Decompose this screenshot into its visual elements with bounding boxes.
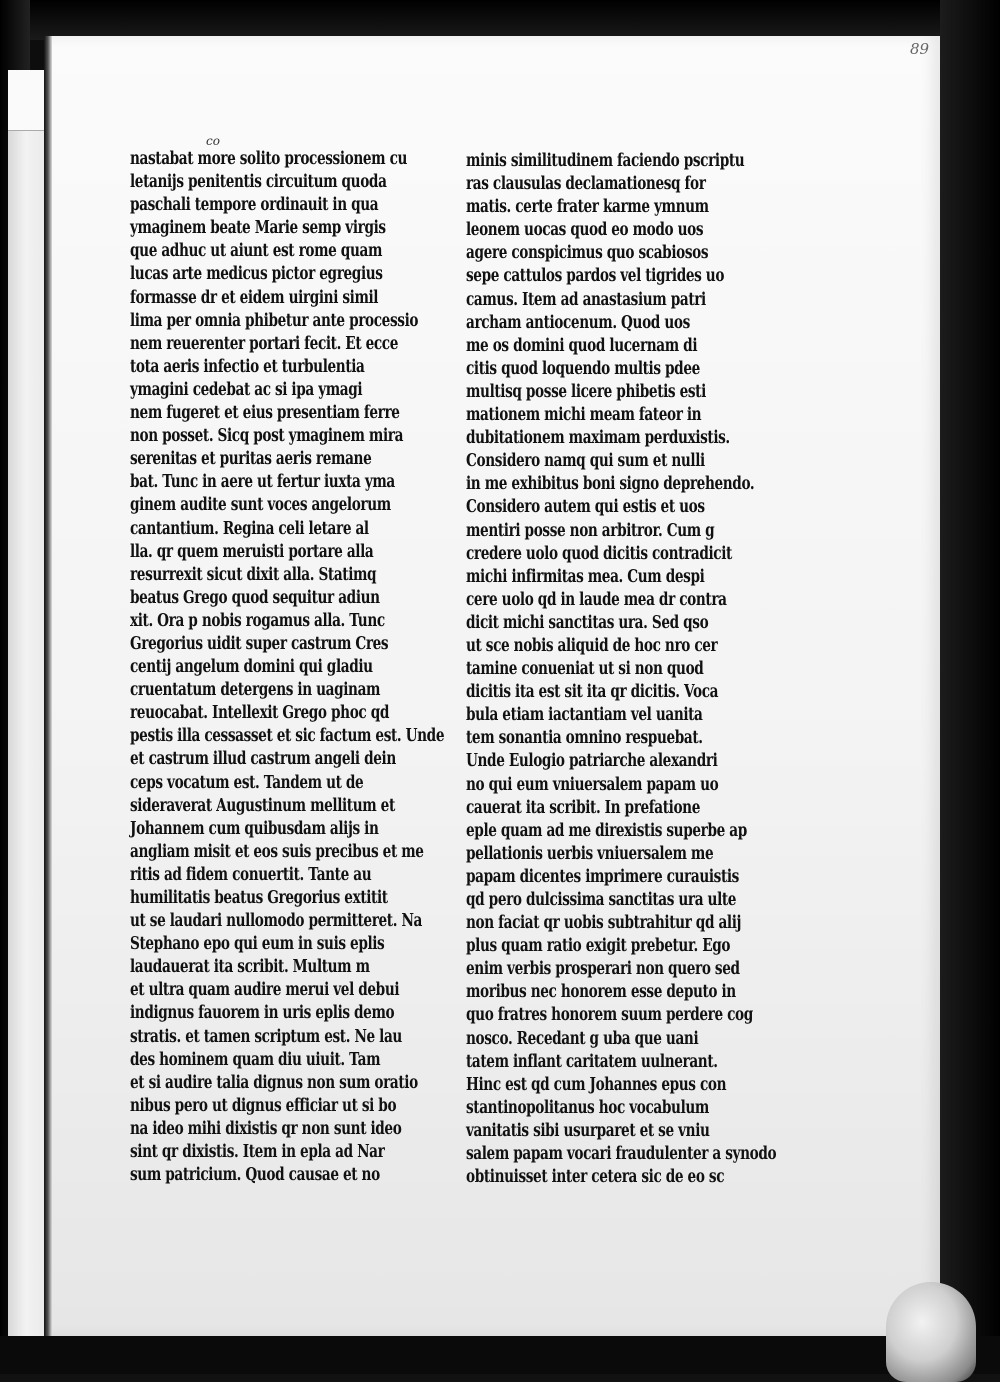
text-line: michi infirmitas mea. Cum despi bbox=[466, 566, 705, 587]
text-line: pellationis uerbis vniuersalem me bbox=[466, 843, 714, 864]
text-line: stratis. et tamen scriptum est. Ne lau bbox=[130, 1026, 402, 1047]
text-line: non posset. Sicq post ymaginem mira bbox=[130, 426, 404, 447]
text-line: leonem uocas quod eo modo uos bbox=[466, 220, 704, 241]
text-line: camus. Item ad anastasium patri bbox=[466, 289, 706, 310]
text-line: qd pero dulcissima sanctitas ura ulte bbox=[466, 890, 737, 910]
text-line: dicitis ita est sit ita qr dicitis. Voca bbox=[466, 682, 719, 703]
text-line: moribus nec honorem esse deputo in bbox=[466, 982, 736, 1003]
text-line: ras clausulas declamationesq for bbox=[466, 174, 706, 195]
scan-background-bottom bbox=[0, 1336, 1000, 1374]
text-line: Considero namq qui sum et nulli bbox=[466, 451, 705, 472]
text-line: tota aeris infectio et turbulentia bbox=[130, 356, 365, 377]
text-line: ginem audite sunt voces angelorum bbox=[130, 495, 391, 516]
text-line: nastabat more solito processionem cu bbox=[130, 149, 408, 169]
text-line: eple quam ad me direxistis superbe ap bbox=[466, 820, 747, 841]
text-line: Stephano epo qui eum in suis eplis bbox=[130, 934, 385, 955]
text-line: matis. certe frater karme ymnum bbox=[466, 197, 709, 218]
text-line: ymagini cedebat ac si ipa ymagi bbox=[130, 379, 363, 400]
text-line: nem fugeret et eius presentiam ferre bbox=[130, 403, 400, 424]
text-line: obtinuisset inter cetera sic de eo sc bbox=[466, 1167, 725, 1188]
text-line: ceps vocatum est. Tandem ut de bbox=[130, 772, 364, 793]
text-line: Gregorius uidit super castrum Cres bbox=[130, 633, 389, 654]
text-line: cruentatum detergens in uaginam bbox=[130, 680, 381, 701]
text-line: que adhuc ut aiunt est rome quam bbox=[130, 241, 383, 262]
text-line: angliam misit et eos suis precibus et me bbox=[130, 841, 424, 862]
text-line: cauerat ita scribit. In prefatione bbox=[466, 797, 700, 818]
text-line: serenitas et puritas aeris remane bbox=[130, 449, 372, 470]
gutter-fold bbox=[44, 36, 52, 1336]
text-line: sum patricium. Quod causae et no bbox=[130, 1165, 380, 1186]
text-line: humilitatis beatus Gregorius extitit bbox=[130, 888, 388, 908]
text-line: ut se laudari nullomodo permitteret. Na bbox=[130, 911, 423, 932]
text-line: Johannem cum quibusdam alijs in bbox=[130, 818, 379, 839]
left-text-column bbox=[130, 148, 445, 1187]
text-line: in me exhibitus boni signo deprehendo. bbox=[466, 474, 755, 495]
scan-background-right bbox=[940, 0, 1000, 1374]
text-line: tem sonantia omnino respuebat. bbox=[466, 728, 703, 749]
text-line: plus quam ratio exigit prebetur. Ego bbox=[466, 936, 731, 957]
holding-thumb bbox=[886, 1282, 976, 1382]
text-line: ritis ad fidem conuertit. Tante au bbox=[130, 864, 372, 885]
text-line: stantinopolitanus hoc vocabulum bbox=[466, 1097, 709, 1118]
text-line: Considero autem qui estis et uos bbox=[466, 497, 705, 518]
text-line: paschali tempore ordinauit in qua bbox=[130, 195, 379, 216]
text-line: lima per omnia phibetur ante processio bbox=[130, 310, 419, 331]
text-line: formasse dr et eidem uirgini simil bbox=[130, 287, 379, 308]
text-line: cere uolo qd in laude mea dr contra bbox=[466, 589, 727, 610]
text-line: pestis illa cessasset et sic factum est. Unde bbox=[130, 726, 445, 747]
text-line: letanijs penitentis circuitum quoda bbox=[130, 172, 387, 193]
text-line: et si audire talia dignus non sum oratio bbox=[130, 1072, 418, 1093]
text-line: et castrum illud castrum angeli dein bbox=[130, 749, 396, 770]
text-line: bat. Tunc in aere ut fertur iuxta yma bbox=[130, 472, 395, 493]
text-line: tamine conueniat ut si non quod bbox=[466, 659, 704, 680]
text-line: archam antiocenum. Quod uos bbox=[466, 312, 690, 333]
text-line: non faciat qr uobis subtrahitur qd alij bbox=[466, 913, 742, 934]
text-line: xit. Ora p nobis rogamus alla. Tunc bbox=[130, 610, 385, 631]
text-line: na ideo mihi dixistis qr non sunt ideo bbox=[130, 1118, 402, 1139]
text-line: centij angelum domini qui gladiu bbox=[130, 657, 373, 678]
text-line: des hominem quam diu uiuit. Tam bbox=[130, 1049, 381, 1070]
text-line: ut sce nobis aliquid de hoc nro cer bbox=[466, 635, 718, 656]
text-line: citis quod loquendo multis pdee bbox=[466, 358, 700, 379]
text-line: nem reuerenter portari fecit. Et ecce bbox=[130, 333, 399, 354]
text-line: tatem inflant caritatem uulnerant. bbox=[466, 1051, 718, 1072]
text-line: mationem michi meam fateor in bbox=[466, 405, 702, 426]
text-line: cantantium. Regina celi letare al bbox=[130, 518, 369, 539]
text-line: multisq posse licere phibetis esti bbox=[466, 381, 706, 402]
text-line: Unde Eulogio patriarche alexandri bbox=[466, 751, 718, 772]
text-line: no qui eum vniuersalem papam uo bbox=[466, 774, 719, 795]
text-line: indignus fauorem in uris eplis demo bbox=[130, 1003, 395, 1024]
text-line: laudauerat ita scribit. Multum m bbox=[130, 957, 370, 978]
text-line: sepe cattulos pardos vel tigrides uo bbox=[466, 266, 725, 287]
text-line: dicit michi sanctitas ura. Sed qso bbox=[466, 612, 709, 633]
text-line: enim verbis prosperari non quero sed bbox=[466, 959, 740, 980]
text-line: ymaginem beate Marie semp virgis bbox=[130, 218, 386, 239]
text-line: agere conspicimus quo scabiosos bbox=[466, 243, 709, 264]
text-line: credere uolo quod dicitis contradicit bbox=[466, 543, 732, 564]
text-line: beatus Grego quod sequitur adiun bbox=[130, 587, 380, 608]
text-line: nosco. Recedant g uba que uani bbox=[466, 1028, 699, 1049]
text-line: me os domini quod lucernam di bbox=[466, 335, 698, 356]
text-line: dubitationem maximam perduxistis. bbox=[466, 428, 730, 449]
text-line: lla. qr quem meruisti portare alla bbox=[130, 541, 374, 562]
text-line: quo fratres honorem suum perdere cog bbox=[466, 1005, 753, 1026]
text-line: et ultra quam audire merui vel debui bbox=[130, 980, 400, 1001]
scan-background-top bbox=[0, 0, 1000, 40]
text-line: resurrexit sicut dixit alla. Statimq bbox=[130, 564, 377, 585]
text-line: sideraverat Augustinum mellitum et bbox=[130, 795, 395, 816]
right-text-column bbox=[466, 150, 777, 1189]
folio-number: 89 bbox=[910, 40, 930, 58]
interlinear-gloss: co bbox=[206, 134, 220, 148]
text-line: Hinc est qd cum Johannes epus con bbox=[466, 1074, 727, 1095]
text-line: bula etiam iactantiam vel uanita bbox=[466, 705, 703, 726]
text-line: mentiri posse non arbitror. Cum g bbox=[466, 520, 715, 541]
text-line: reuocabat. Intellexit Grego phoc qd bbox=[130, 703, 390, 724]
text-line: sint qr dixistis. Item in epla ad Nar bbox=[130, 1142, 385, 1163]
text-line: nibus pero ut dignus efficiar ut si bo bbox=[130, 1095, 397, 1116]
text-line: salem papam vocari fraudulenter a synodo bbox=[466, 1144, 777, 1165]
text-line: vanitatis sibi usurparet et se vniu bbox=[466, 1120, 710, 1141]
text-line: lucas arte medicus pictor egregius bbox=[130, 264, 383, 285]
text-line: minis similitudinem faciendo pscriptu bbox=[466, 151, 745, 171]
text-line: papam dicentes imprimere curauistis bbox=[466, 866, 739, 887]
